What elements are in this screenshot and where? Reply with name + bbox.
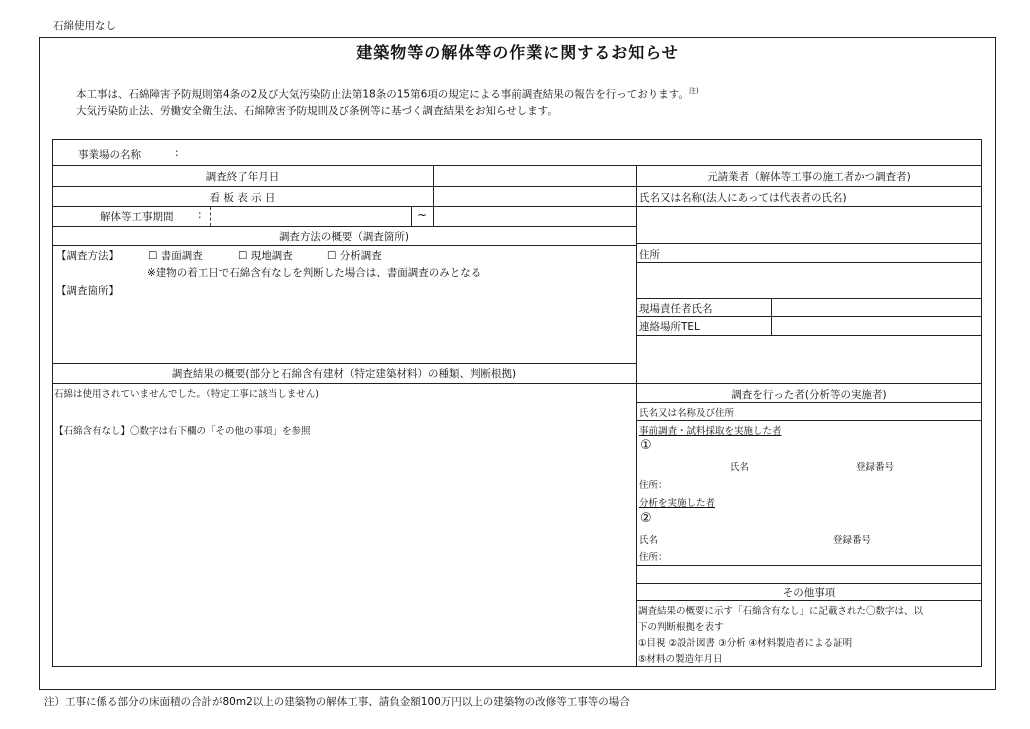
period-start-field[interactable]	[210, 207, 211, 226]
reg-number-2-label: 登録番号	[833, 535, 872, 546]
divider	[636, 420, 982, 421]
option-label: 現地調査	[250, 250, 293, 262]
divider	[52, 383, 636, 384]
divider	[52, 226, 636, 227]
period-colon: :	[198, 209, 202, 221]
option-site-survey[interactable]	[238, 248, 293, 263]
divider	[636, 186, 982, 187]
divider	[636, 206, 982, 207]
period-divider	[411, 207, 412, 226]
divider	[52, 165, 982, 166]
divider	[636, 335, 982, 336]
period-tilde: ~	[417, 208, 428, 222]
number-2: ②	[640, 511, 652, 526]
top-label: 石綿使用なし	[53, 20, 116, 32]
location-label: 【調査箇所】	[56, 285, 119, 297]
survey-end-label: 調査終了年月日	[205, 171, 280, 183]
intro-note-mark: 注)	[688, 87, 699, 95]
method-overview-label: 調査方法の概要（調査箇所)	[278, 231, 410, 243]
number-1: ①	[640, 438, 652, 453]
intro-line-2: 大気汚染防止法、労働安全衛生法、石綿障害予防規則及び条例等に基づく調査結果をお知らせします。	[76, 105, 558, 117]
footnote: 注）工事に係る部分の床面積の合計が80m2以上の建築物の解体工事、請負金額100万円以上の建築物の改修等工事等の場合	[44, 696, 630, 708]
name-2-label: 氏名	[639, 535, 659, 546]
result-overview-label: 調査結果の概要(部分と石綿含有建材（特定建築材料）の種類、判断根拠)	[171, 368, 517, 380]
option-label: 分析調査	[339, 250, 382, 262]
divider	[636, 583, 982, 584]
reg-number-1-label: 登録番号	[856, 462, 895, 473]
other-line-2: 下の判断根拠を表す	[638, 622, 724, 633]
contractor-name-label: 氏名又は名称(法人にあっては代表者の氏名)	[639, 192, 847, 204]
result-line-1: 石綿は使用されていませんでした。（特定工事に該当しません)	[54, 389, 319, 400]
option-analysis-survey[interactable]	[327, 248, 382, 263]
divider	[636, 262, 982, 263]
other-header: その他事項	[782, 587, 836, 599]
divider	[52, 186, 636, 187]
other-line-3: ①目視 ②設計図書 ③分析 ④材料製造者による証明	[638, 638, 853, 649]
method-label: 【調査方法】	[56, 250, 119, 262]
intro-line-1	[76, 86, 699, 102]
pre-survey-label: 事前調査・試料採取を実施した者	[639, 426, 782, 437]
address-2-label: 住所：	[639, 552, 668, 563]
divider	[52, 245, 636, 246]
business-name-colon: :	[175, 147, 179, 159]
option-label: 書面調査	[160, 250, 203, 262]
method-note: ※建物の着工日で石綿含有なしを判断した場合は、書面調査のみとなる	[147, 267, 482, 279]
surveyor-name-label: 氏名又は名称及び住所	[639, 408, 735, 419]
contact-tel-label: 連絡場所TEL	[639, 321, 700, 333]
divider	[636, 402, 982, 403]
other-line-4: ⑤材料の製造年月日	[638, 654, 723, 665]
intro-line-1-text: 本工事は、石綿障害予防規則第4条の2及び大気汚染防止法第18条の15第6項の規定による事前調査結果の報告を行っております。	[76, 88, 689, 101]
divider	[636, 243, 982, 244]
contractor-header: 元請業者（解体等工事の施工者かつ調査者)	[707, 171, 911, 183]
other-line-1: 調査結果の概要に示す「石綿含有なし」に記載された〇数字は、以	[638, 606, 924, 617]
divider	[52, 363, 636, 364]
divider	[636, 600, 982, 601]
checkbox-icon[interactable]: ☐	[148, 250, 158, 262]
contractor-address-label: 住所	[639, 249, 660, 261]
checkbox-icon[interactable]: ☐	[238, 250, 248, 262]
divider	[52, 206, 636, 207]
analysis-label: 分析を実施した者	[639, 498, 716, 509]
address-1-label: 住所：	[639, 480, 668, 491]
value-divider	[433, 165, 434, 227]
sign-date-label: 看 板 表 示 日	[209, 192, 276, 204]
name-1-label: 氏名	[730, 462, 750, 473]
surveyor-header: 調査を行った者(分析等の実施者)	[731, 389, 887, 401]
divider	[636, 316, 982, 317]
result-line-2: 【石綿含有なし】〇数字は右下欄の「その他の事項」を参照	[54, 426, 311, 437]
period-label: 解体等工事期間	[100, 211, 174, 223]
checkbox-icon[interactable]: ☐	[327, 250, 337, 262]
page-title: 建築物等の解体等の作業に関するお知らせ	[356, 43, 679, 62]
divider	[636, 565, 982, 566]
divider	[636, 298, 982, 299]
business-name-label: 事業場の名称	[78, 149, 141, 161]
option-document-survey[interactable]	[148, 248, 203, 263]
site-manager-label: 現場責任者氏名	[639, 303, 713, 315]
divider	[636, 383, 982, 384]
